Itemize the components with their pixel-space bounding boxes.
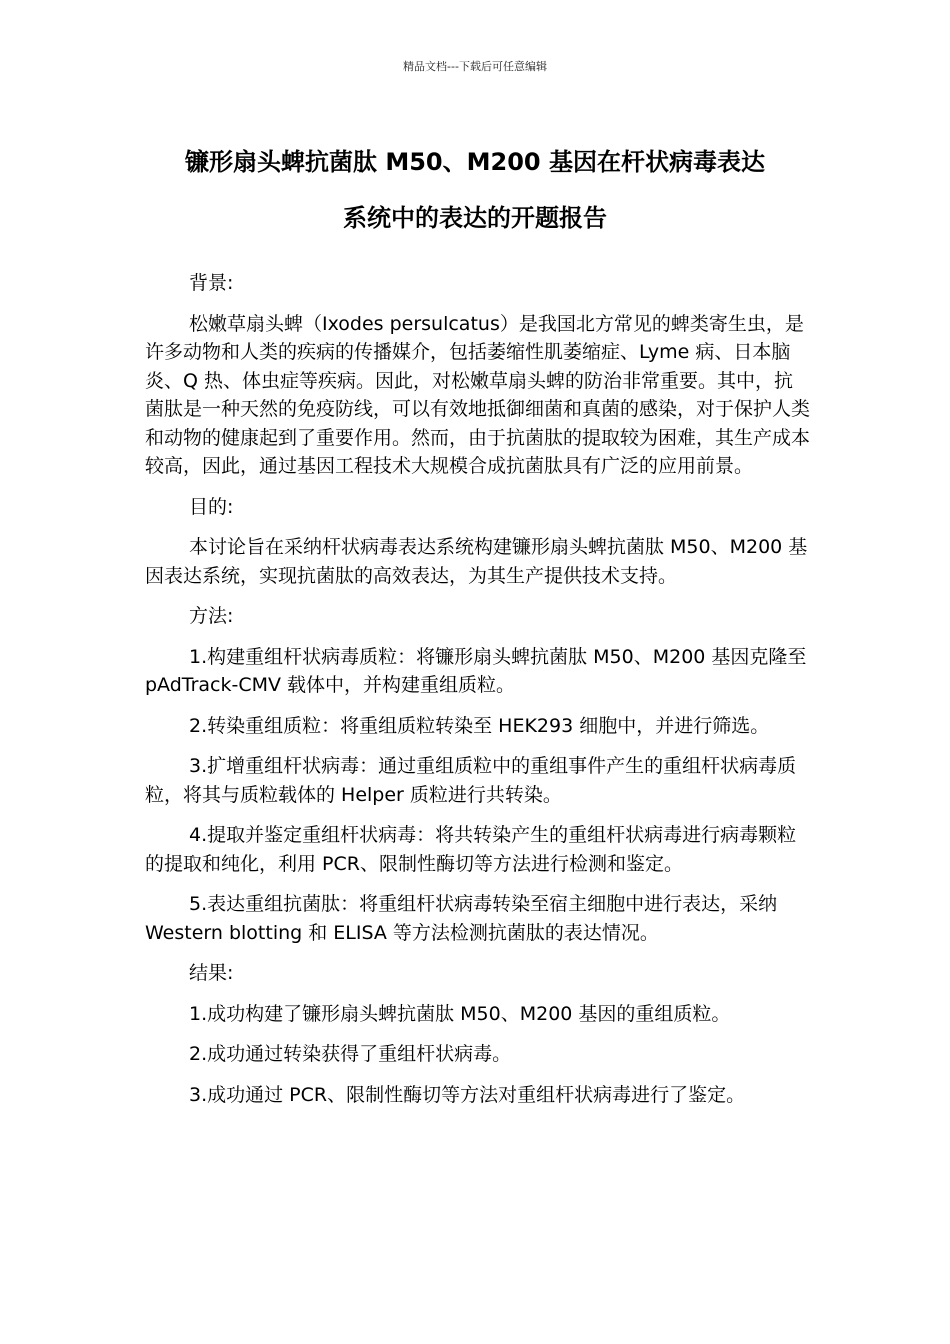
purpose-heading: 目的: (189, 495, 234, 518)
page-header: 精品文档---下载后可任意编辑 (403, 60, 547, 73)
method-item-3: 3.扩增重组杆状病毒：通过重组质粒中的重组事件产生的重组杆状病毒质粒，将其与质粒载体的 Helper 质粒进行共转染。 (145, 755, 797, 806)
method-item-2: 2.转染重组质粒：将重组质粒转染至 HEK293 细胞中，并进行筛选。 (189, 714, 770, 737)
result-item-2: 2.成功通过转染获得了重组杆状病毒。 (189, 1043, 512, 1065)
result-item-1: 1.成功构建了镰形扇头蜱抗菌肽 M50、M200 基因的重组质粒。 (189, 1002, 731, 1025)
method-item-4: 4.提取并鉴定重组杆状病毒：将共转染产生的重组杆状病毒进行病毒颗粒的提取和纯化，利用 PCR、限制性酶切等方法进行检测和鉴定。 (145, 824, 797, 875)
title-line-1: 镰形扇头蜱抗菌肽 M50、M200 基因在杆状病毒表达 (185, 148, 765, 176)
background-paragraph: 松嫩草扇头蜱（Ixodes persulcatus）是我国北方常见的蜱类寄生虫，是许多动物和人类的疾病的传播媒介，包括萎缩性肌萎缩症、Lyme 病、日本脑炎、Q 热、体虫症等疾病。因此，对松嫩草扇头蜱的防治非常重要。其中，抗菌肽是一种天然的免疫防线，可以有效地抵御细菌和真菌的感染，对于保护人类和动物的健康起到了重要作用。然而，由于抗菌肽的提取较为困难，其生产成本较高，因此，通过基因工程技术大规模合成抗菌肽具有广泛的应用前景。 (145, 312, 811, 477)
background-heading: 背景: (189, 272, 234, 294)
method-heading: 方法: (189, 605, 234, 627)
document-body (145, 269, 810, 1121)
result-heading: 结果: (189, 962, 234, 984)
document-title (140, 134, 810, 246)
method-item-1: 1.构建重组杆状病毒质粒：将镰形扇头蜱抗菌肽 M50、M200 基因克隆至 pAdTrack-CMV 载体中，并构建重组质粒。 (145, 645, 807, 696)
purpose-paragraph: 本讨论旨在采纳杆状病毒表达系统构建镰形扇头蜱抗菌肽 M50、M200 基因表达系统，实现抗菌肽的高效表达，为其生产提供技术支持。 (145, 536, 808, 587)
title-line-2: 系统中的表达的开题报告 (343, 204, 607, 232)
result-item-3: 3.成功通过 PCR、限制性酶切等方法对重组杆状病毒进行了鉴定。 (189, 1083, 746, 1106)
method-item-5: 5.表达重组抗菌肽：将重组杆状病毒转染至宿主细胞中进行表达，采纳 Western blotting 和 ELISA 等方法检测抗菌肽的表达情况。 (145, 893, 778, 944)
